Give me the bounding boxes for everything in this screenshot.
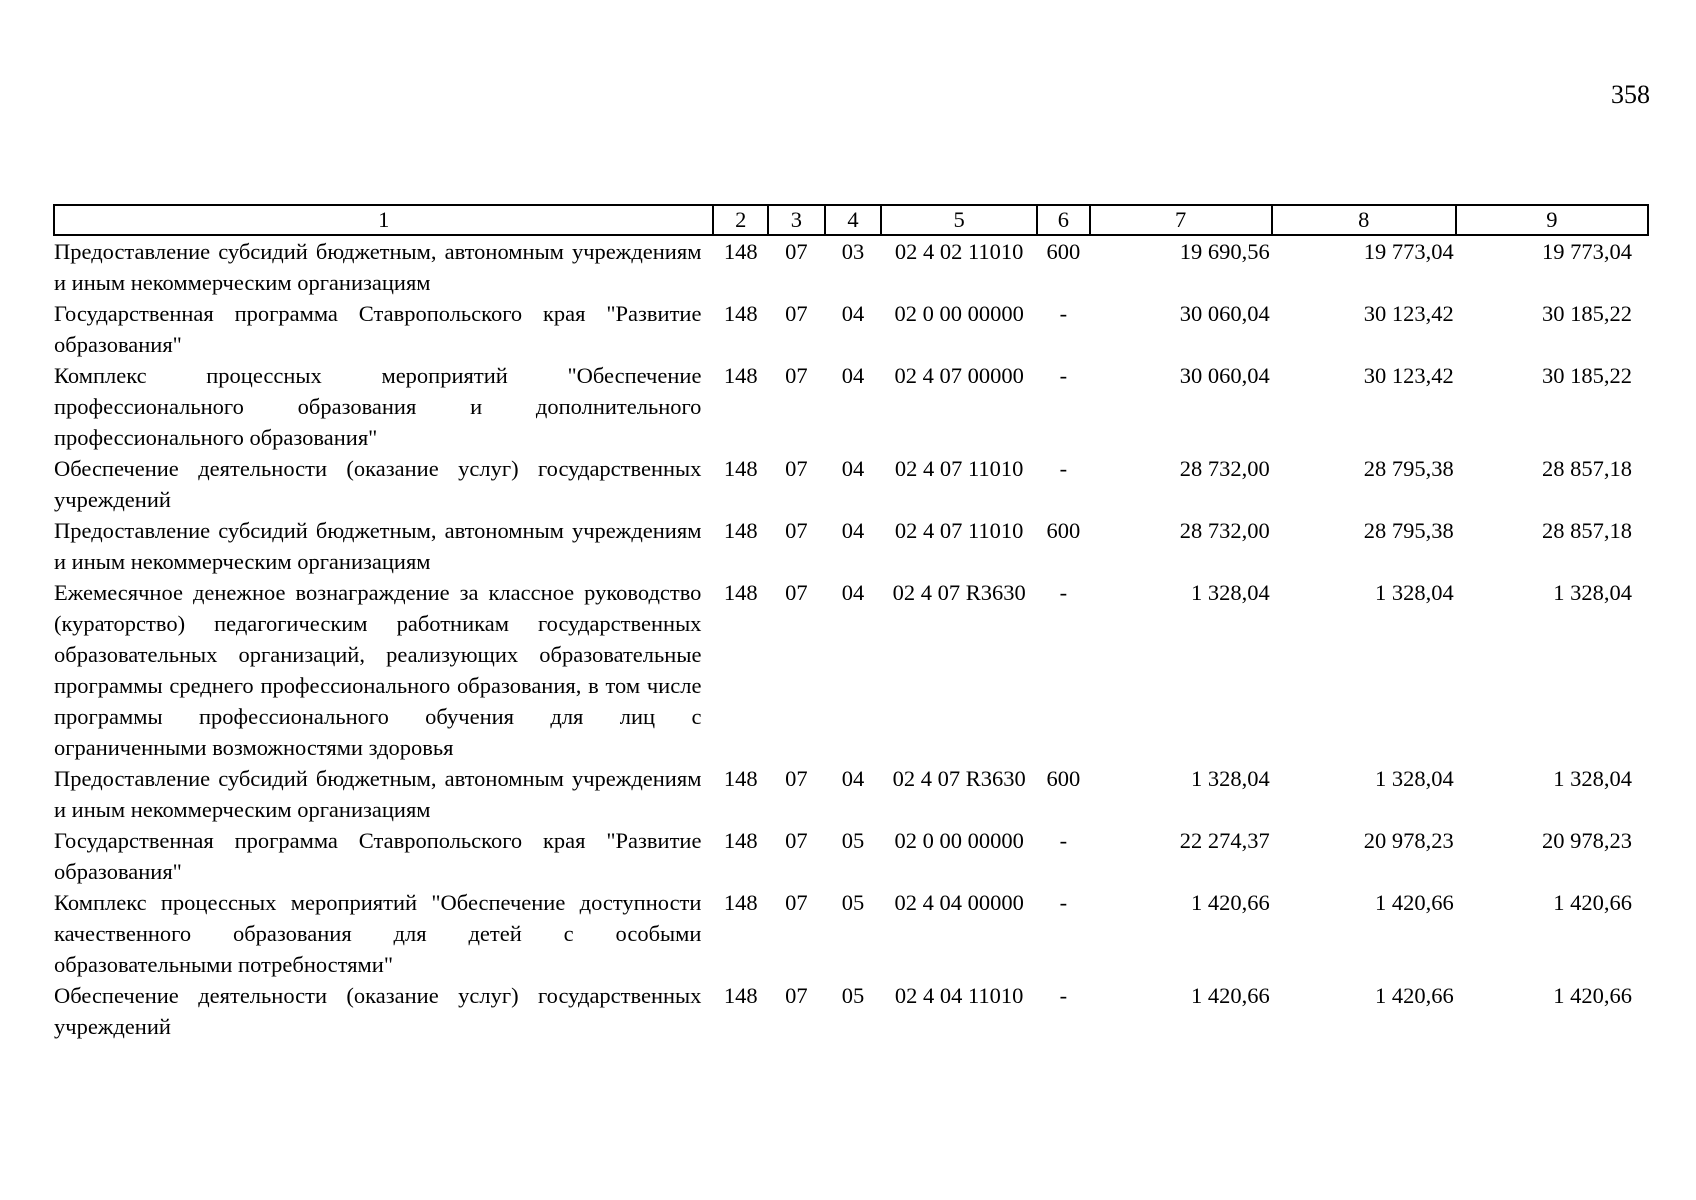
row-description: Предоставление субсидий бюджетным, автономным учреждениям и иным некоммерческим организациям xyxy=(54,239,702,295)
cell-target-article: 02 4 02 11010 xyxy=(894,239,1024,264)
page-number: 358 xyxy=(1611,80,1650,109)
row-description: Государственная программа Ставропольского края "Развитие образования" xyxy=(54,828,702,884)
cell-section-code: 07 xyxy=(785,983,808,1008)
cell-amount-col7: 1 328,04 xyxy=(1190,580,1270,605)
cell-target-article: 02 0 00 00000 xyxy=(894,301,1024,326)
table-body xyxy=(54,235,1648,1042)
column-header: 4 xyxy=(825,205,882,235)
cell-amount-col9: 28 857,18 xyxy=(1542,456,1632,481)
table-row xyxy=(54,235,1648,298)
column-header: 9 xyxy=(1456,205,1648,235)
cell-section-code: 07 xyxy=(785,580,808,605)
cell-subsection-code: 04 xyxy=(841,301,865,326)
cell-amount-col8: 1 328,04 xyxy=(1375,766,1454,791)
cell-target-article: 02 0 00 00000 xyxy=(894,828,1024,853)
cell-section-code: 07 xyxy=(785,828,808,853)
cell-section-code: 07 xyxy=(785,301,808,326)
cell-amount-col8: 1 420,66 xyxy=(1375,983,1454,1008)
cell-expense-type: - xyxy=(1059,456,1068,481)
cell-subsection-code: 05 xyxy=(841,890,865,915)
cell-section-code: 07 xyxy=(785,456,808,481)
cell-ministry-code: 148 xyxy=(723,828,758,853)
row-description: Комплекс процессных мероприятий "Обеспечение профессионального образования и дополнительного профессионального образования" xyxy=(54,363,702,450)
column-header: 6 xyxy=(1037,205,1090,235)
cell-ministry-code: 148 xyxy=(723,456,758,481)
cell-amount-col7: 28 732,00 xyxy=(1179,456,1270,481)
column-header: 2 xyxy=(713,205,768,235)
cell-amount-col7: 28 732,00 xyxy=(1179,518,1270,543)
cell-ministry-code: 148 xyxy=(723,518,758,543)
row-description: Комплекс процессных мероприятий "Обеспечение доступности качественного образования для детей с особыми образовательными потребностями" xyxy=(54,890,702,977)
table-row xyxy=(54,763,1648,825)
budget-table xyxy=(53,204,1649,1042)
cell-amount-col7: 1 420,66 xyxy=(1190,983,1270,1008)
cell-amount-col9: 1 328,04 xyxy=(1553,766,1632,791)
cell-target-article: 02 4 07 R3630 xyxy=(892,580,1026,605)
cell-expense-type: - xyxy=(1059,890,1068,915)
cell-section-code: 07 xyxy=(785,363,808,388)
cell-amount-col8: 19 773,04 xyxy=(1363,239,1454,264)
table-row xyxy=(54,453,1648,515)
cell-expense-type: - xyxy=(1059,301,1068,326)
cell-target-article: 02 4 07 R3630 xyxy=(892,766,1026,791)
cell-amount-col7: 1 420,66 xyxy=(1190,890,1270,915)
cell-amount-col7: 22 274,37 xyxy=(1179,828,1270,853)
cell-amount-col9: 30 185,22 xyxy=(1542,363,1632,388)
cell-subsection-code: 03 xyxy=(841,239,865,264)
table-row xyxy=(54,887,1648,980)
table-row xyxy=(54,360,1648,453)
cell-section-code: 07 xyxy=(785,890,808,915)
row-description: Предоставление субсидий бюджетным, автономным учреждениям и иным некоммерческим организациям xyxy=(54,766,702,822)
table-row xyxy=(54,298,1648,360)
cell-subsection-code: 04 xyxy=(841,580,865,605)
cell-amount-col8: 20 978,23 xyxy=(1363,828,1454,853)
cell-expense-type: 600 xyxy=(1046,239,1081,264)
cell-expense-type: - xyxy=(1059,580,1068,605)
cell-subsection-code: 05 xyxy=(841,983,865,1008)
cell-ministry-code: 148 xyxy=(723,766,758,791)
cell-amount-col7: 1 328,04 xyxy=(1190,766,1270,791)
column-header: 3 xyxy=(768,205,825,235)
cell-amount-col7: 19 690,56 xyxy=(1179,239,1270,264)
cell-subsection-code: 04 xyxy=(841,518,865,543)
cell-amount-col9: 19 773,04 xyxy=(1542,239,1632,264)
cell-expense-type: - xyxy=(1059,983,1068,1008)
cell-ministry-code: 148 xyxy=(723,239,758,264)
cell-target-article: 02 4 07 11010 xyxy=(894,456,1024,481)
cell-amount-col8: 28 795,38 xyxy=(1363,518,1454,543)
cell-amount-col8: 1 420,66 xyxy=(1375,890,1454,915)
cell-ministry-code: 148 xyxy=(723,580,758,605)
row-description: Государственная программа Ставропольского края "Развитие образования" xyxy=(54,301,702,357)
row-description: Предоставление субсидий бюджетным, автономным учреждениям и иным некоммерческим организациям xyxy=(54,518,702,574)
cell-expense-type: - xyxy=(1059,828,1068,853)
cell-ministry-code: 148 xyxy=(723,363,758,388)
cell-ministry-code: 148 xyxy=(723,301,758,326)
cell-target-article: 02 4 07 00000 xyxy=(894,363,1024,388)
cell-amount-col8: 28 795,38 xyxy=(1363,456,1454,481)
cell-target-article: 02 4 04 00000 xyxy=(894,890,1024,915)
cell-amount-col9: 1 420,66 xyxy=(1553,983,1632,1008)
row-description: Обеспечение деятельности (оказание услуг) государственных учреждений xyxy=(54,983,702,1039)
cell-subsection-code: 05 xyxy=(841,828,865,853)
row-description: Обеспечение деятельности (оказание услуг) государственных учреждений xyxy=(54,456,702,512)
row-description: Ежемесячное денежное вознаграждение за классное руководство (кураторство) педагогическим работникам государственных образовательных организаций, реализующих образовательные программы среднего профессионального образования, в том числе программы профессионального обучения для лиц с ограниченными возможностями здоровья xyxy=(54,580,702,760)
column-header: 5 xyxy=(881,205,1037,235)
cell-section-code: 07 xyxy=(785,766,808,791)
column-header: 7 xyxy=(1090,205,1272,235)
cell-subsection-code: 04 xyxy=(841,456,865,481)
cell-target-article: 02 4 07 11010 xyxy=(894,518,1024,543)
table-row xyxy=(54,577,1648,763)
cell-ministry-code: 148 xyxy=(723,983,758,1008)
cell-amount-col8: 30 123,42 xyxy=(1363,363,1454,388)
table-row xyxy=(54,825,1648,887)
cell-expense-type: 600 xyxy=(1046,518,1081,543)
cell-amount-col9: 1 420,66 xyxy=(1553,890,1632,915)
cell-ministry-code: 148 xyxy=(723,890,758,915)
cell-amount-col9: 28 857,18 xyxy=(1542,518,1632,543)
cell-expense-type: - xyxy=(1059,363,1068,388)
cell-amount-col9: 30 185,22 xyxy=(1542,301,1632,326)
cell-amount-col8: 1 328,04 xyxy=(1375,580,1454,605)
cell-subsection-code: 04 xyxy=(841,766,865,791)
table-header-row xyxy=(54,205,1648,235)
cell-target-article: 02 4 04 11010 xyxy=(894,983,1024,1008)
cell-amount-col9: 20 978,23 xyxy=(1542,828,1632,853)
column-header: 1 xyxy=(54,205,713,235)
cell-amount-col9: 1 328,04 xyxy=(1553,580,1632,605)
cell-expense-type: 600 xyxy=(1046,766,1081,791)
table-row xyxy=(54,515,1648,577)
cell-subsection-code: 04 xyxy=(841,363,865,388)
table-row xyxy=(54,980,1648,1042)
cell-section-code: 07 xyxy=(785,239,808,264)
column-header: 8 xyxy=(1272,205,1456,235)
cell-amount-col7: 30 060,04 xyxy=(1179,301,1270,326)
cell-amount-col8: 30 123,42 xyxy=(1363,301,1454,326)
cell-amount-col7: 30 060,04 xyxy=(1179,363,1270,388)
cell-section-code: 07 xyxy=(785,518,808,543)
